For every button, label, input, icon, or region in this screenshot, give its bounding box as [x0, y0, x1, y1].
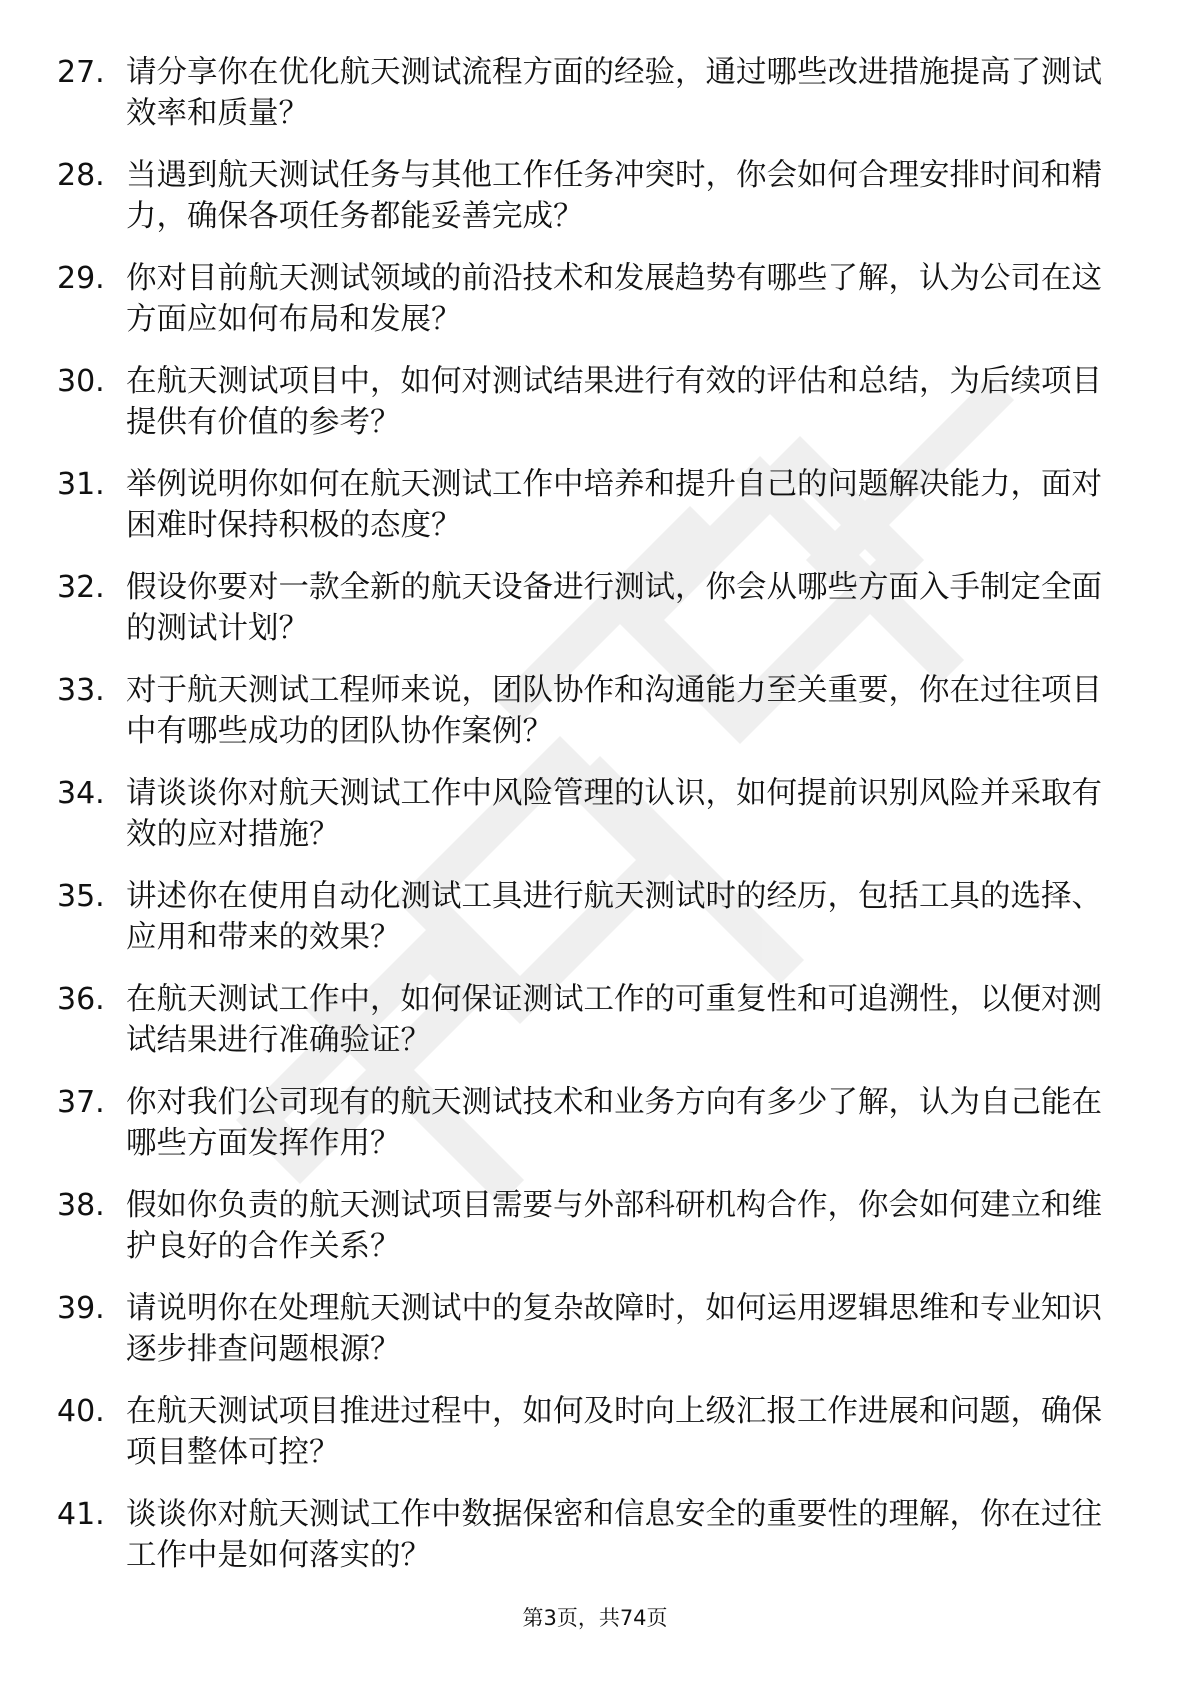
question-text: 在航天测试工作中，如何保证测试工作的可重复性和可追溯性，以便对测试结果进行准确验证？	[126, 982, 1102, 1058]
question-text: 你对目前航天测试领域的前沿技术和发展趋势有哪些了解，认为公司在这方面应如何布局和发展？	[126, 261, 1102, 337]
list-item	[0, 52, 1190, 155]
page-footer: 第3页，共74页	[522, 1606, 668, 1630]
question-number: 34.	[57, 776, 105, 811]
question-number: 39.	[57, 1291, 105, 1326]
question-number: 27.	[57, 55, 105, 90]
list-item	[0, 979, 1190, 1082]
question-number: 33.	[57, 673, 105, 708]
list-item	[0, 1185, 1190, 1288]
question-number: 41.	[57, 1497, 105, 1532]
question-text: 请说明你在处理航天测试中的复杂故障时，如何运用逻辑思维和专业知识逐步排查问题根源？	[126, 1291, 1102, 1367]
question-number: 29.	[57, 261, 105, 296]
question-text: 请谈谈你对航天测试工作中风险管理的认识，如何提前识别风险并采取有效的应对措施？	[126, 776, 1102, 852]
question-text: 讲述你在使用自动化测试工具进行航天测试时的经历，包括工具的选择、应用和带来的效果？	[126, 879, 1102, 955]
question-text: 假如你负责的航天测试项目需要与外部科研机构合作，你会如何建立和维护良好的合作关系？	[126, 1188, 1102, 1264]
question-text: 请分享你在优化航天测试流程方面的经验，通过哪些改进措施提高了测试效率和质量？	[126, 55, 1102, 131]
list-item	[0, 876, 1190, 979]
list-item	[0, 258, 1190, 361]
question-number: 31.	[57, 467, 105, 502]
question-number: 35.	[57, 879, 105, 914]
list-item	[0, 773, 1190, 876]
question-number: 36.	[57, 982, 105, 1017]
list-item	[0, 670, 1190, 773]
question-text: 谈谈你对航天测试工作中数据保密和信息安全的重要性的理解，你在过往工作中是如何落实的？	[126, 1497, 1102, 1573]
list-item	[0, 361, 1190, 464]
list-item	[0, 464, 1190, 567]
question-text: 在航天测试项目推进过程中，如何及时向上级汇报工作进展和问题，确保项目整体可控？	[126, 1394, 1102, 1470]
question-list	[0, 52, 1190, 1597]
question-text: 在航天测试项目中，如何对测试结果进行有效的评估和总结，为后续项目提供有价值的参考？	[126, 364, 1102, 440]
list-item	[0, 1288, 1190, 1391]
question-number: 32.	[57, 570, 105, 605]
question-text: 对于航天测试工程师来说，团队协作和沟通能力至关重要，你在过往项目中有哪些成功的团队协作案例？	[126, 673, 1102, 749]
question-number: 40.	[57, 1394, 105, 1429]
list-item	[0, 1082, 1190, 1185]
question-text: 假设你要对一款全新的航天设备进行测试，你会从哪些方面入手制定全面的测试计划？	[126, 570, 1102, 646]
question-number: 38.	[57, 1188, 105, 1223]
question-text: 举例说明你如何在航天测试工作中培养和提升自己的问题解决能力，面对困难时保持积极的态度？	[126, 467, 1102, 543]
question-number: 30.	[57, 364, 105, 399]
list-item	[0, 155, 1190, 258]
question-text: 当遇到航天测试任务与其他工作任务冲突时，你会如何合理安排时间和精力，确保各项任务都能妥善完成？	[126, 158, 1102, 234]
question-text: 你对我们公司现有的航天测试技术和业务方向有多少了解，认为自己能在哪些方面发挥作用？	[126, 1085, 1102, 1161]
list-item	[0, 1494, 1190, 1597]
list-item	[0, 567, 1190, 670]
list-item	[0, 1391, 1190, 1494]
question-number: 28.	[57, 158, 105, 193]
question-number: 37.	[57, 1085, 105, 1120]
